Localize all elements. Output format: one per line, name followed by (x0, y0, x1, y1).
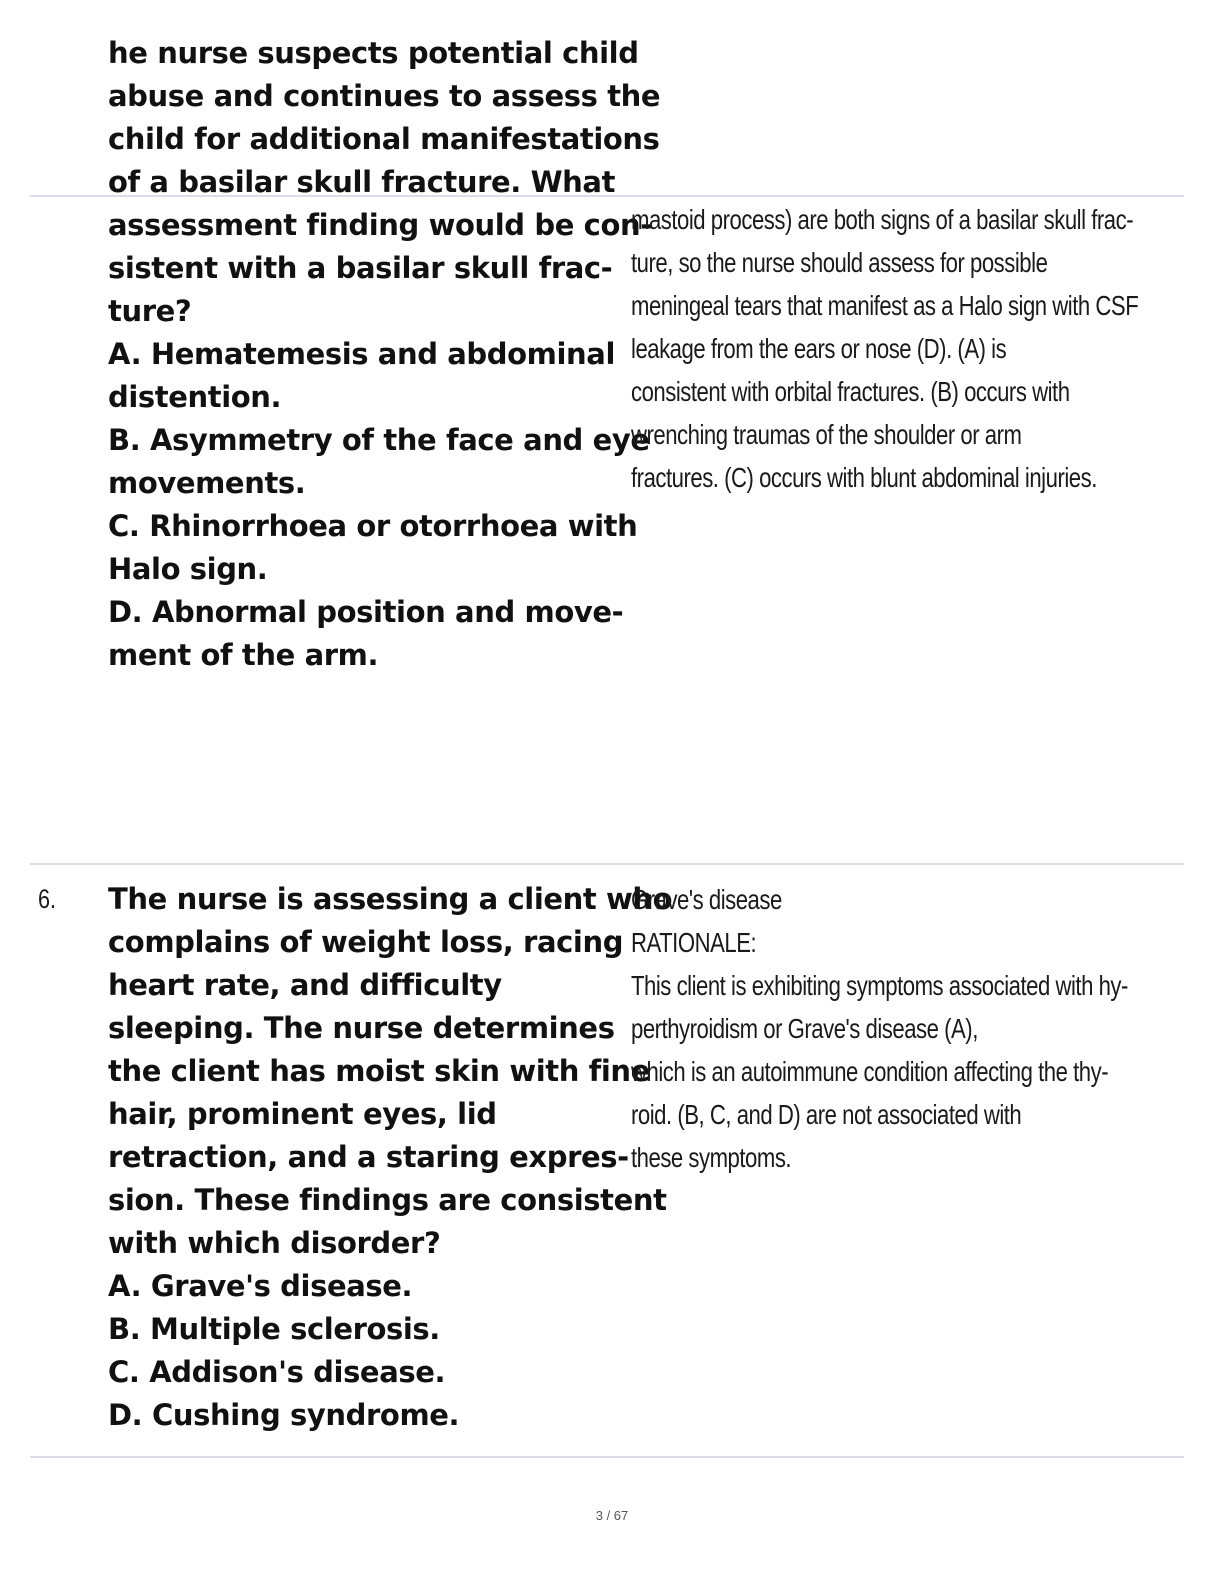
option-c-cont: Halo sign. (108, 552, 268, 586)
question-line: assessment finding would be con- (108, 208, 652, 242)
option-c: C. Addison's disease. (108, 1355, 446, 1389)
row-divider (30, 1456, 1184, 1458)
answer-line: which is an autoimmune condition affecting the thy- (631, 1056, 1109, 1087)
question-line: with which disorder? (108, 1226, 441, 1260)
question-line: child for additional manifestations (108, 122, 660, 156)
answer-line: meningeal tears that manifest as a Halo sign with CSF (631, 290, 1139, 321)
answer-line: roid. (B, C, and D) are not associated with (631, 1099, 1022, 1130)
question-number: 6. (38, 884, 57, 914)
question-block-continued (108, 32, 661, 677)
question-line: The nurse is assessing a client who (108, 882, 673, 916)
question-line: of a basilar skull fracture. What (108, 165, 616, 199)
rationale-heading: RATIONALE: (631, 927, 757, 958)
option-d: D. Cushing syndrome. (108, 1398, 460, 1432)
answer-line: wrenching traumas of the shoulder or arm (631, 419, 1022, 450)
answer-line: ture, so the nurse should assess for possible (631, 247, 1048, 278)
question-line: sion. These findings are consistent (108, 1183, 667, 1217)
question-block-6 (108, 878, 673, 1437)
option-b: B. Multiple sclerosis. (108, 1312, 440, 1346)
answer-line: mastoid process) are both signs of a basilar skull frac- (631, 204, 1134, 235)
answer-line: consistent with orbital fractures. (B) occurs with (631, 376, 1070, 407)
option-d: D. Abnormal position and move- (108, 595, 624, 629)
answer-line: leakage from the ears or nose (D). (A) is (631, 333, 1007, 364)
answer-rationale-continued (631, 198, 1176, 499)
question-line: abuse and continues to assess the (108, 79, 661, 113)
page-indicator: 3 / 67 (595, 1508, 629, 1523)
option-a-cont: distention. (108, 380, 282, 414)
question-line: hair, prominent eyes, lid (108, 1097, 497, 1131)
option-a: A. Hematemesis and abdominal (108, 337, 615, 371)
option-c: C. Rhinorrhoea or otorrhoea with (108, 509, 638, 543)
answer-line: these symptoms. (631, 1142, 792, 1173)
answer-line: This client is exhibiting symptoms associated with hy- (631, 970, 1128, 1001)
question-line: retraction, and a staring expres- (108, 1140, 629, 1174)
question-line: complains of weight loss, racing (108, 925, 624, 959)
option-b: B. Asymmetry of the face and eye (108, 423, 650, 457)
row-divider (30, 863, 1184, 865)
question-line: ture? (108, 294, 192, 328)
answer-line: perthyroidism or Grave's disease (A), (631, 1013, 978, 1044)
row-divider (30, 195, 1184, 197)
question-line: heart rate, and difficulty (108, 968, 502, 1002)
answer-rationale-6 (631, 878, 1176, 1179)
question-line: sleeping. The nurse determines (108, 1011, 615, 1045)
question-line: the client has moist skin with fine (108, 1054, 650, 1088)
answer-line: fractures. (C) occurs with blunt abdominal injuries. (631, 462, 1097, 493)
option-d-cont: ment of the arm. (108, 638, 379, 672)
option-b-cont: movements. (108, 466, 306, 500)
question-line: he nurse suspects potential child (108, 36, 639, 70)
option-a: A. Grave's disease. (108, 1269, 413, 1303)
answer-title: Grave's disease (631, 884, 782, 915)
question-line: sistent with a basilar skull frac- (108, 251, 613, 285)
